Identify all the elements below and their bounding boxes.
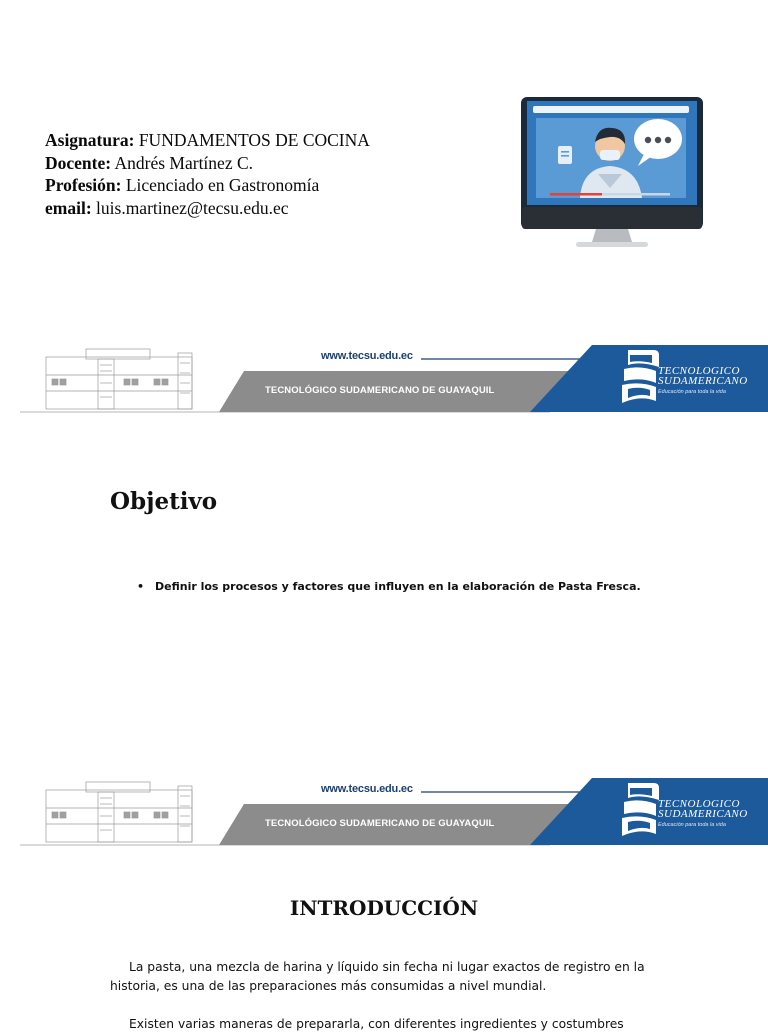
- brand-tagline: Educación para toda la vida: [658, 822, 726, 828]
- teacher-value: Andrés Martínez C.: [114, 152, 254, 173]
- objective-title: Objetivo: [110, 488, 218, 515]
- profession-value: Licenciado en Gastronomía: [125, 175, 320, 195]
- monitor-video-call-icon: [520, 96, 706, 256]
- footer-band: [0, 776, 768, 848]
- subject-value: FUNDAMENTOS DE COCINA: [138, 130, 370, 150]
- campus-building-icon: [46, 782, 192, 842]
- email-row: [45, 197, 370, 220]
- footer-band: [0, 343, 768, 415]
- website-link[interactable]: www.tecsu.edu.ec: [321, 783, 413, 795]
- brand-line-1: TECNOLOGICO: [658, 798, 740, 810]
- objective-list-item: [137, 580, 641, 593]
- introduction-paragraph-1: La pasta, una mezcla de harina y líquido sin fecha ni lugar exactos de registro en la historia, es una de las preparaciones más consumidas a nivel mundial.: [110, 960, 645, 993]
- brand-line-1: TECNOLOGICO: [658, 365, 740, 377]
- brand-line-2: SUDAMERICANO: [658, 375, 748, 387]
- course-info-block: [45, 129, 370, 219]
- campus-building-icon: [46, 349, 192, 409]
- profession-label: Profesión:: [45, 175, 122, 195]
- profession-row: [45, 174, 370, 197]
- brand-line-2: SUDAMERICANO: [658, 808, 748, 820]
- subject-row: [45, 129, 370, 152]
- institution-name: TECNOLÓGICO SUDAMERICANO DE GUAYAQUIL: [265, 818, 495, 829]
- brand-name: [658, 366, 748, 386]
- email-value[interactable]: luis.martinez@tecsu.edu.ec: [96, 197, 289, 218]
- institution-name: TECNOLÓGICO SUDAMERICANO DE GUAYAQUIL: [265, 385, 495, 396]
- brand-tagline: Educación para toda la vida: [658, 389, 726, 395]
- subject-label: Asignatura:: [45, 130, 135, 150]
- email-label: email:: [45, 197, 92, 218]
- objective-text: Definir los procesos y factores que influyen en la elaboración de Pasta Fresca.: [155, 580, 641, 593]
- introduction-paragraph-2: Existen varias maneras de prepararla, con diferentes ingredientes y costumbres: [129, 1017, 624, 1031]
- website-link[interactable]: www.tecsu.edu.ec: [321, 350, 413, 362]
- introduction-title: INTRODUCCIÓN: [289, 896, 479, 920]
- teacher-label: Docente:: [45, 152, 112, 173]
- bullet-icon: •: [137, 580, 145, 593]
- teacher-row: [45, 152, 370, 175]
- brand-name: [658, 799, 748, 819]
